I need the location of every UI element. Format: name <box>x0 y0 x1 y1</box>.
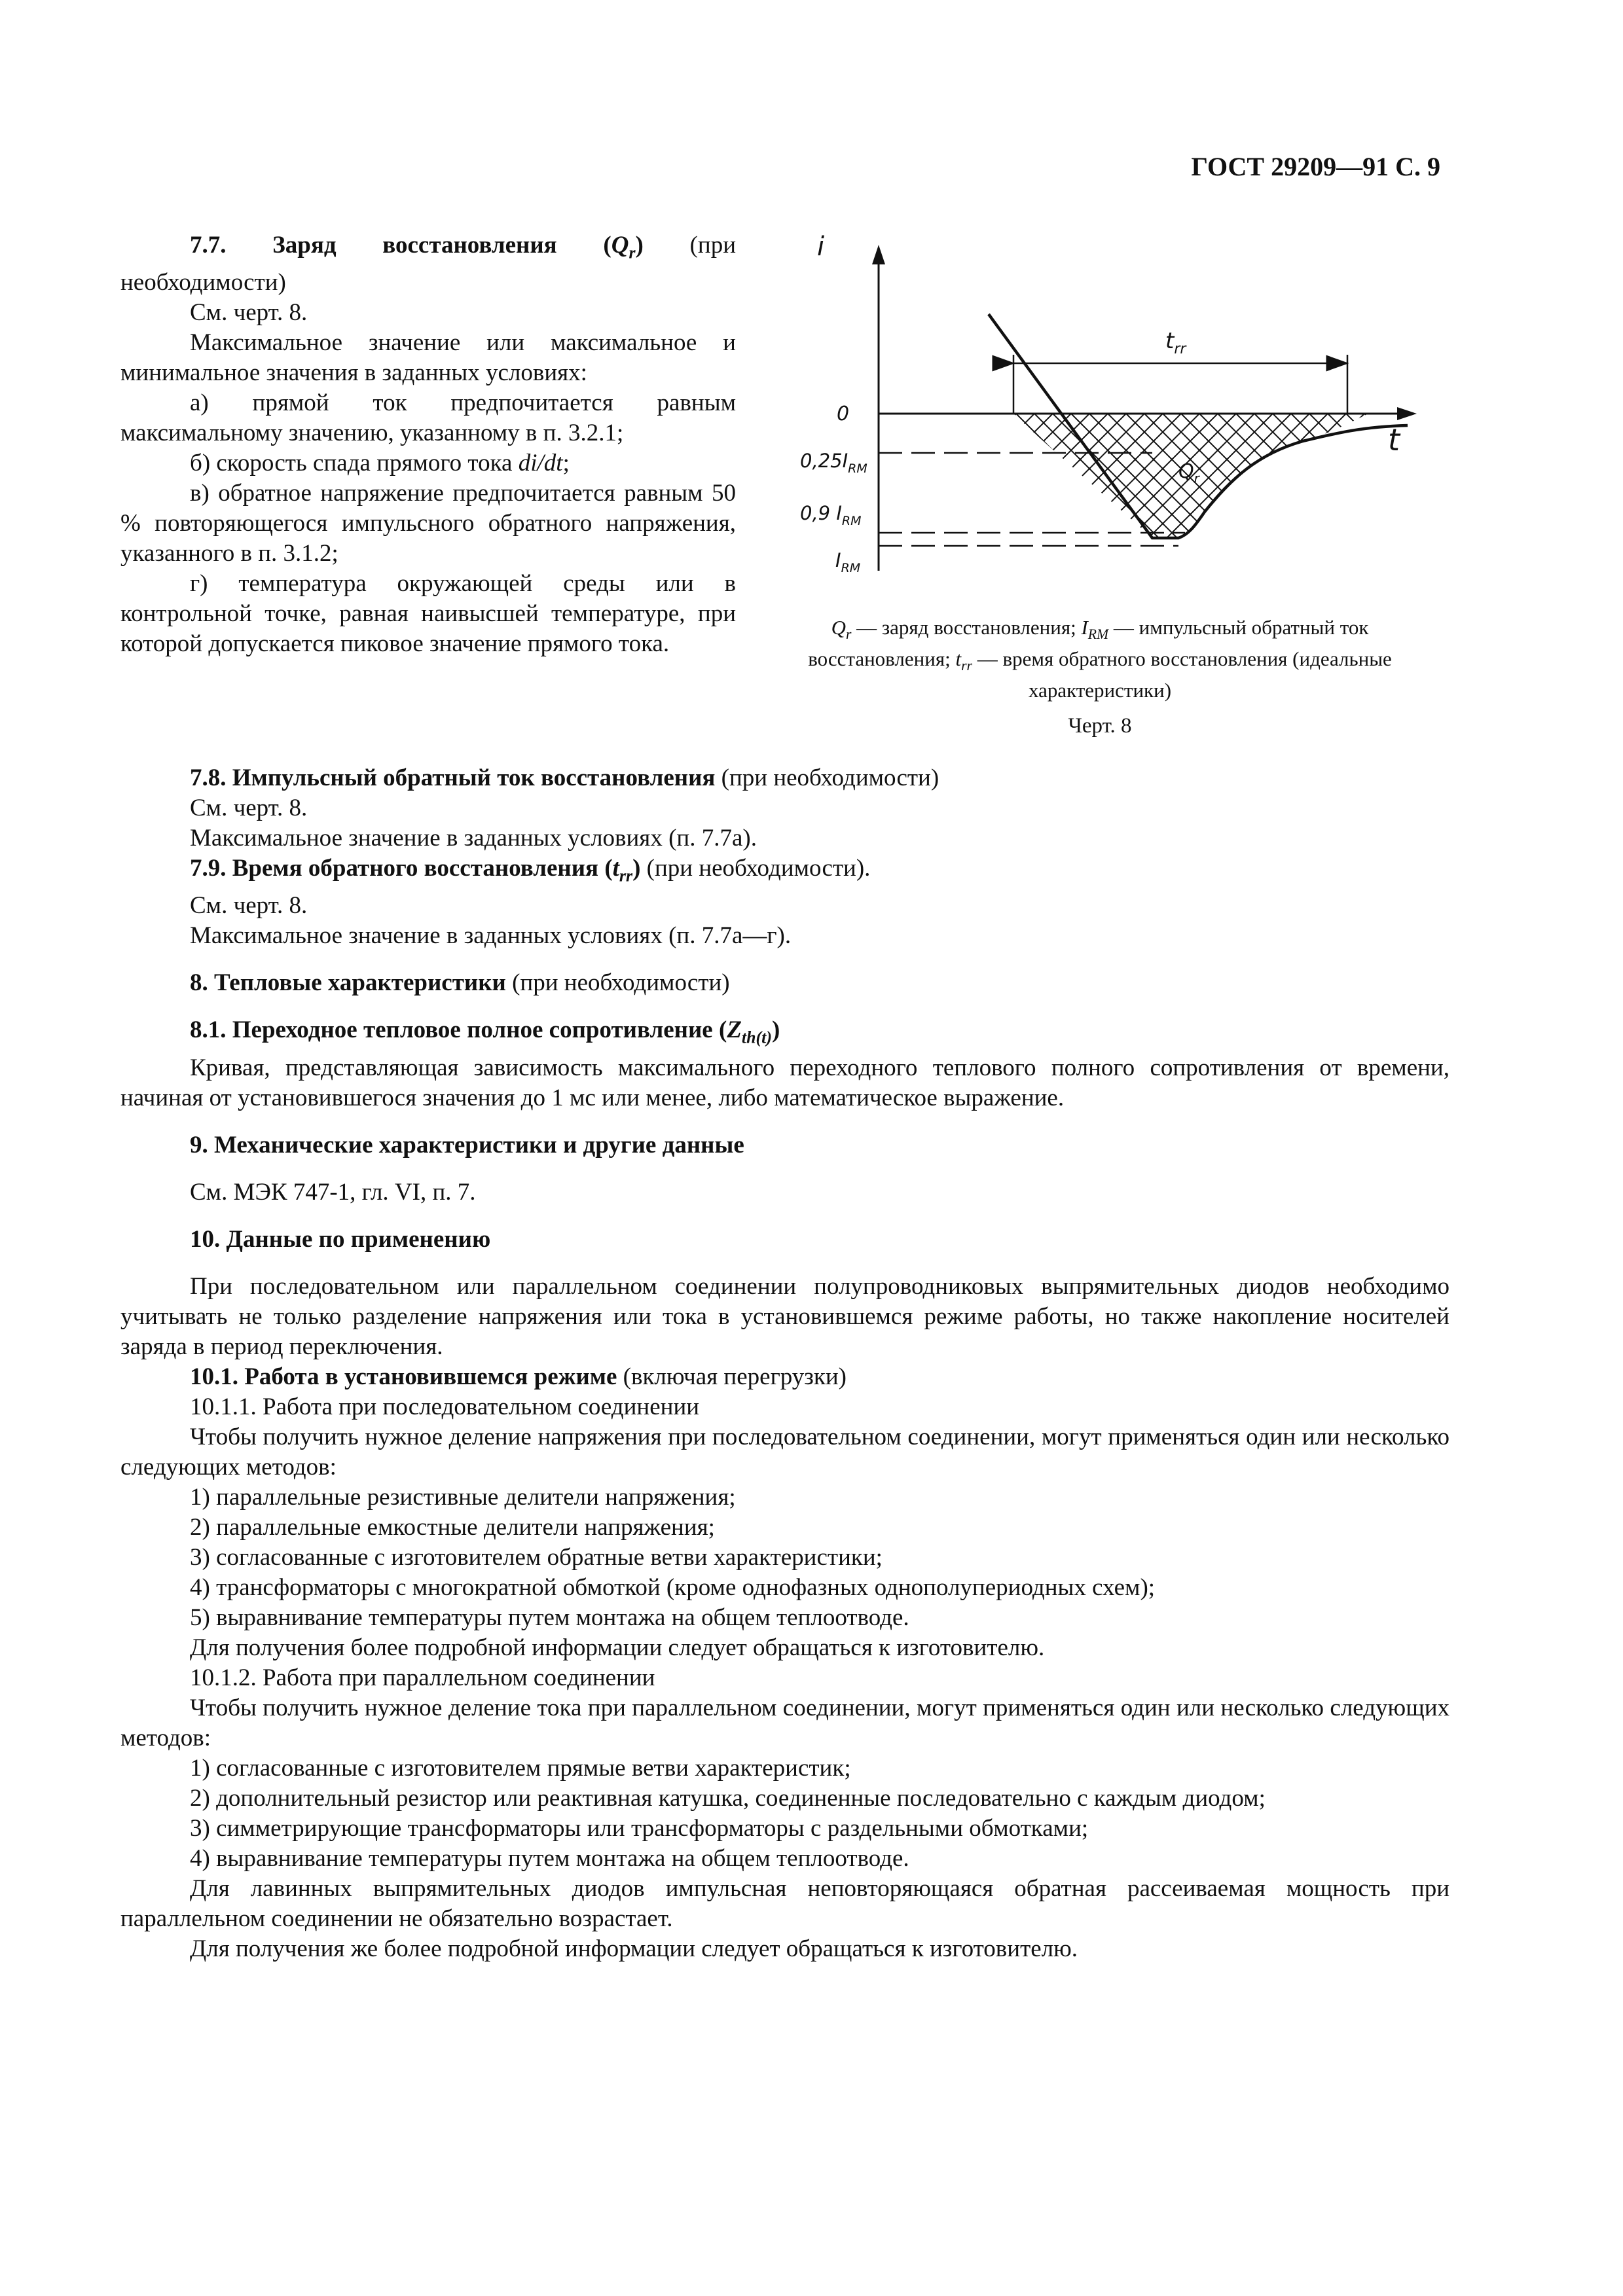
list-item: 5) выравнивание температуры путем монтажа на общем теплоотводе. <box>190 1604 909 1631</box>
list-item: 2) дополнительный резистор или реактивная катушка, соединенные последовательно с каждым диодом; <box>190 1784 1266 1812</box>
section-9-heading: 9. Механические характеристики и другие данные <box>190 1131 744 1158</box>
list-item: 3) симметрирующие трансформаторы или трансформаторы с раздельными обмотками; <box>190 1814 1089 1842</box>
label-025-irm: $0,25I_{RM}$ <box>800 450 867 476</box>
section-10-heading: 10. Данные по применению <box>190 1225 491 1253</box>
section-8-1-heading: 8.1. Переходное тепловое полное сопротивление $(Z_{th(t)})$ <box>190 1016 780 1047</box>
section-7-9-value: Максимальное значение в заданных условиях (п. 7.7а—г). <box>190 922 792 950</box>
section-8-heading: 8. Тепловые характеристики (при необходимости) <box>190 969 730 997</box>
section-9-text: См. МЭК 747-1, гл. VI, п. 7. <box>190 1178 476 1206</box>
section-7-9-see: См. черт. 8. <box>190 892 308 920</box>
section-7-7-see: См. черт. 8. <box>190 299 308 327</box>
list-item: 4) трансформаторы с многократной обмоткой (кроме однофазных однополупериодных схем); <box>190 1573 1156 1601</box>
section-7-7-item-b: б) скорость спада прямого тока di/dt; <box>190 450 570 477</box>
section-10-1-1-heading: 10.1.1. Работа при последовательном соединении <box>190 1393 700 1420</box>
recovery-diagram <box>759 230 1440 610</box>
axis-i-label: i <box>817 232 825 262</box>
section-10-1-2-avalanche: Для лавинных выпрямительных диодов импульсная неповторяющаяся обратная рассеиваемая мощность при параллельном соединении не обязательно возрастает. <box>120 1874 1450 1932</box>
section-7-9-heading: 7.9. Время обратного восстановления $(t_{rr})$ (при необходимости). <box>190 855 871 886</box>
section-10-1-2-heading: 10.1.2. Работа при параллельном соединении <box>190 1664 655 1691</box>
section-10-1-heading: 10.1. Работа в установившемся режиме (включая перегрузки) <box>190 1363 847 1390</box>
figure-8-caption: $Q_r$ — заряд восстановления; $I_{RM}$ — импульсный обратный ток восстановления; $t_{rr}$ — время обратного восстановления (идеальные характеристики) <box>808 616 1392 702</box>
section-7-8-value: Максимальное значение в заданных условиях (п. 7.7а). <box>190 825 757 852</box>
section-10-text: При последовательном или параллельном соединении полупроводниковых выпрямительных диодов необходимо учитывать не только разделение напряжения или тока в установившемся режиме работы, но также накопление носителей заряда в период переключения. <box>120 1272 1450 1360</box>
left-column <box>120 230 736 659</box>
figure-8-label: Черт. 8 <box>1068 714 1132 738</box>
body-text <box>120 763 1450 1964</box>
section-7-8-see: См. черт. 8. <box>190 795 308 821</box>
section-10-1-2-more: Для получения же более подробной информации следует обращаться к изготовителю. <box>190 1935 1078 1962</box>
label-irm: $I_{RM}$ <box>835 549 861 575</box>
section-7-7-heading: 7.7. Заряд восстановления $(Q_r)$ (при необходимости) <box>120 232 737 296</box>
list-item: 1) согласованные с изготовителем прямые ветви характеристик; <box>190 1754 851 1782</box>
section-10-1-1-more: Для получения более подробной информации следует обращаться к изготовителю. <box>190 1634 1045 1661</box>
trr-dimension <box>1013 355 1347 414</box>
list-item: 1) параллельные резистивные делители напряжения; <box>190 1483 736 1511</box>
label-trr: $t_{rr}$ <box>1165 328 1186 357</box>
list-item: 2) параллельные емкостные делители напряжения; <box>190 1513 715 1541</box>
section-10-1-1-text: Чтобы получить нужное деление напряжения при последовательном соединении, могут применяться один или несколько следующих методов: <box>120 1423 1450 1480</box>
section-7-7-item-c: в) обратное напряжение предпочитается равным 50 % повторяющегося импульсного обратного напряжения, указанного в п. 3.1.2; <box>120 480 736 567</box>
section-7-8-heading: 7.8. Импульсный обратный ток восстановления (при необходимости) <box>190 764 939 791</box>
section-7-7-item-a: а) прямой ток предпочитается равным максимальному значению, указанному в п. 3.2.1; <box>120 389 736 447</box>
section-8-1-text: Кривая, представляющая зависимость максимального переходного теплового полного сопротивления от времени, начиная от установившегося значения до 1 мс или менее, либо математическое выражение. <box>120 1054 1450 1111</box>
section-10-1-2-text: Чтобы получить нужное деление тока при параллельном соединении, могут применяться один или несколько следующих методов: <box>120 1694 1450 1751</box>
list-item: 3) согласованные с изготовителем обратные ветви характеристики; <box>190 1543 883 1571</box>
label-qr: $Q_r$ <box>1178 460 1199 486</box>
section-7-7-item-d: г) температура окружающей среды или в контрольной точке, равная наивысшей температуре, при которой допускается пиковое значение прямого тока. <box>120 570 736 658</box>
section-7-7-desc: Максимальное значение или максимальное и минимальное значения в заданных условиях: <box>120 329 736 387</box>
label-09-irm: 0,9 $I_{RM}$ <box>800 502 862 528</box>
label-zero: 0 <box>837 403 850 425</box>
axis-t-label: t <box>1388 422 1400 457</box>
list-item: 4) выравнивание температуры путем монтажа на общем теплоотводе. <box>190 1844 909 1872</box>
page-header: ГОСТ 29209—91 С. 9 <box>1191 152 1440 181</box>
